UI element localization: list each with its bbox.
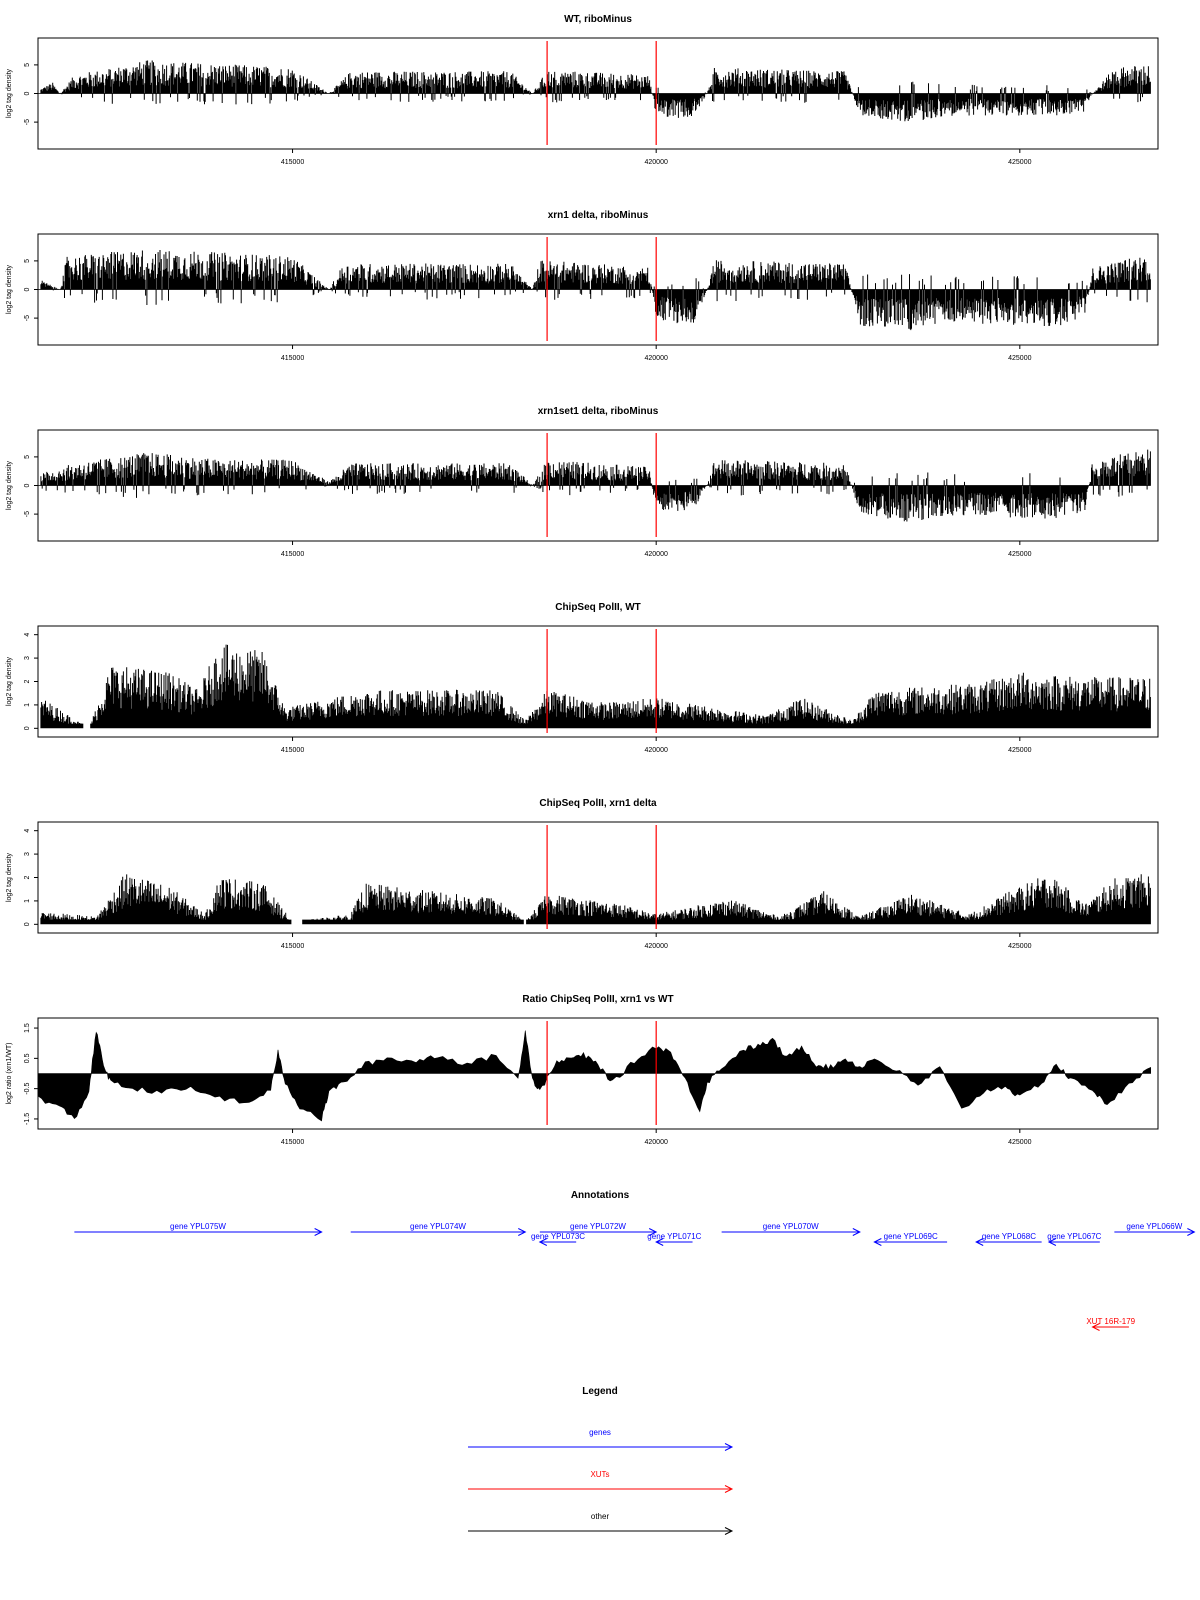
x-tick-label: 420000 <box>644 355 668 362</box>
series-group <box>38 1031 1151 1121</box>
series-group <box>38 250 1151 330</box>
xut-label: XUT 16R-179 <box>1086 1317 1136 1326</box>
gene-label: gene YPL068C <box>981 1232 1036 1241</box>
chart-title: xrn1set1 delta, riboMinus <box>537 406 659 417</box>
y-axis-label: log2 tag density <box>6 68 13 119</box>
data-bars <box>41 250 1151 330</box>
chart-panel-4 <box>6 602 1158 754</box>
y-tick-label: 5 <box>24 454 31 459</box>
chart-panel-2 <box>6 210 1158 362</box>
y-tick-label: 2 <box>24 679 31 684</box>
y-tick-label: -0.5 <box>24 1082 31 1095</box>
data-bars <box>41 645 1151 729</box>
gene-label: gene YPL075W <box>170 1222 226 1231</box>
legend-label: other <box>590 1512 610 1521</box>
chart-panel-3 <box>6 406 1158 558</box>
y-tick-label: 3 <box>24 852 31 857</box>
legend-label: XUTs <box>590 1470 610 1479</box>
y-tick-label: 4 <box>24 828 31 833</box>
data-bars <box>41 61 1151 122</box>
chart-title: WT, riboMinus <box>564 14 632 25</box>
y-tick-label: 0.5 <box>24 1053 31 1064</box>
chart-title: xrn1 delta, riboMinus <box>547 210 649 221</box>
y-tick-label: -5 <box>24 314 31 322</box>
series-group <box>41 874 1151 924</box>
chart-title: Ratio ChipSeq PolII, xrn1 vs WT <box>522 994 674 1005</box>
x-tick-label: 415000 <box>280 551 305 558</box>
chart-panel-1 <box>6 14 1158 166</box>
y-tick-label: 3 <box>24 656 31 661</box>
y-tick-label: 0 <box>24 726 31 731</box>
gene-label: gene YPL073C <box>530 1232 586 1241</box>
x-tick-label: 425000 <box>1008 943 1032 950</box>
x-tick-label: 420000 <box>644 159 668 166</box>
y-tick-label: 5 <box>24 62 31 67</box>
x-tick-label: 415000 <box>280 943 305 950</box>
series-group <box>41 645 1151 729</box>
x-tick-label: 425000 <box>1008 159 1032 166</box>
x-tick-label: 415000 <box>280 159 305 166</box>
y-tick-label: 0 <box>24 91 31 96</box>
y-axis-label: log2 tag density <box>6 264 13 315</box>
series-group <box>38 450 1151 522</box>
annotations-title: Annotations <box>570 1190 630 1201</box>
y-axis-label: log2 tag density <box>6 852 13 903</box>
chart-panel-5 <box>6 798 1158 950</box>
x-tick-label: 415000 <box>280 747 305 754</box>
gene-label: gene YPL067C <box>1047 1232 1102 1241</box>
x-tick-label: 425000 <box>1008 355 1032 362</box>
annotations-panel <box>74 1190 1194 1331</box>
y-tick-label: 0 <box>24 287 31 292</box>
x-tick-label: 420000 <box>644 551 668 558</box>
x-tick-label: 420000 <box>644 747 668 754</box>
chart-title: ChipSeq PolII, WT <box>555 602 641 613</box>
y-tick-label: 4 <box>24 632 31 637</box>
y-tick-label: 1 <box>24 898 31 903</box>
series-group <box>38 61 1151 122</box>
y-axis-label: log2 tag density <box>6 460 13 511</box>
y-axis-label: log2 ratio (xrn1/WT) <box>6 1042 13 1105</box>
y-tick-label: 1.5 <box>24 1023 31 1033</box>
legend-label: genes <box>589 1428 611 1437</box>
chart-title: ChipSeq PolII, xrn1 delta <box>539 798 657 809</box>
data-area <box>38 1031 1151 1121</box>
x-tick-label: 420000 <box>644 1139 668 1146</box>
legend-panel <box>468 1386 732 1535</box>
y-tick-label: -1.5 <box>24 1112 31 1125</box>
y-tick-label: -5 <box>24 510 31 518</box>
x-tick-label: 425000 <box>1008 551 1032 558</box>
y-tick-label: 2 <box>24 875 31 880</box>
gene-label: gene YPL066W <box>1126 1222 1183 1231</box>
data-bars <box>41 874 1151 924</box>
gene-label: gene YPL074W <box>410 1222 466 1231</box>
x-tick-label: 420000 <box>644 943 668 950</box>
legend-title: Legend <box>582 1386 618 1397</box>
chart-panel-6 <box>6 994 1158 1146</box>
gene-label: gene YPL070W <box>762 1222 819 1231</box>
x-tick-label: 425000 <box>1008 1139 1032 1146</box>
gene-label: gene YPL069C <box>883 1232 938 1241</box>
x-tick-label: 425000 <box>1008 747 1032 754</box>
x-tick-label: 415000 <box>280 1139 305 1146</box>
y-tick-label: -5 <box>24 118 31 126</box>
y-tick-label: 5 <box>24 258 31 263</box>
gene-label: gene YPL072W <box>570 1222 626 1231</box>
y-tick-label: 1 <box>24 702 31 707</box>
y-tick-label: 0 <box>24 922 31 927</box>
y-tick-label: 0 <box>24 483 31 488</box>
y-axis-label: log2 tag density <box>6 656 13 707</box>
x-tick-label: 415000 <box>280 355 305 362</box>
gene-label: gene YPL071C <box>647 1232 702 1241</box>
